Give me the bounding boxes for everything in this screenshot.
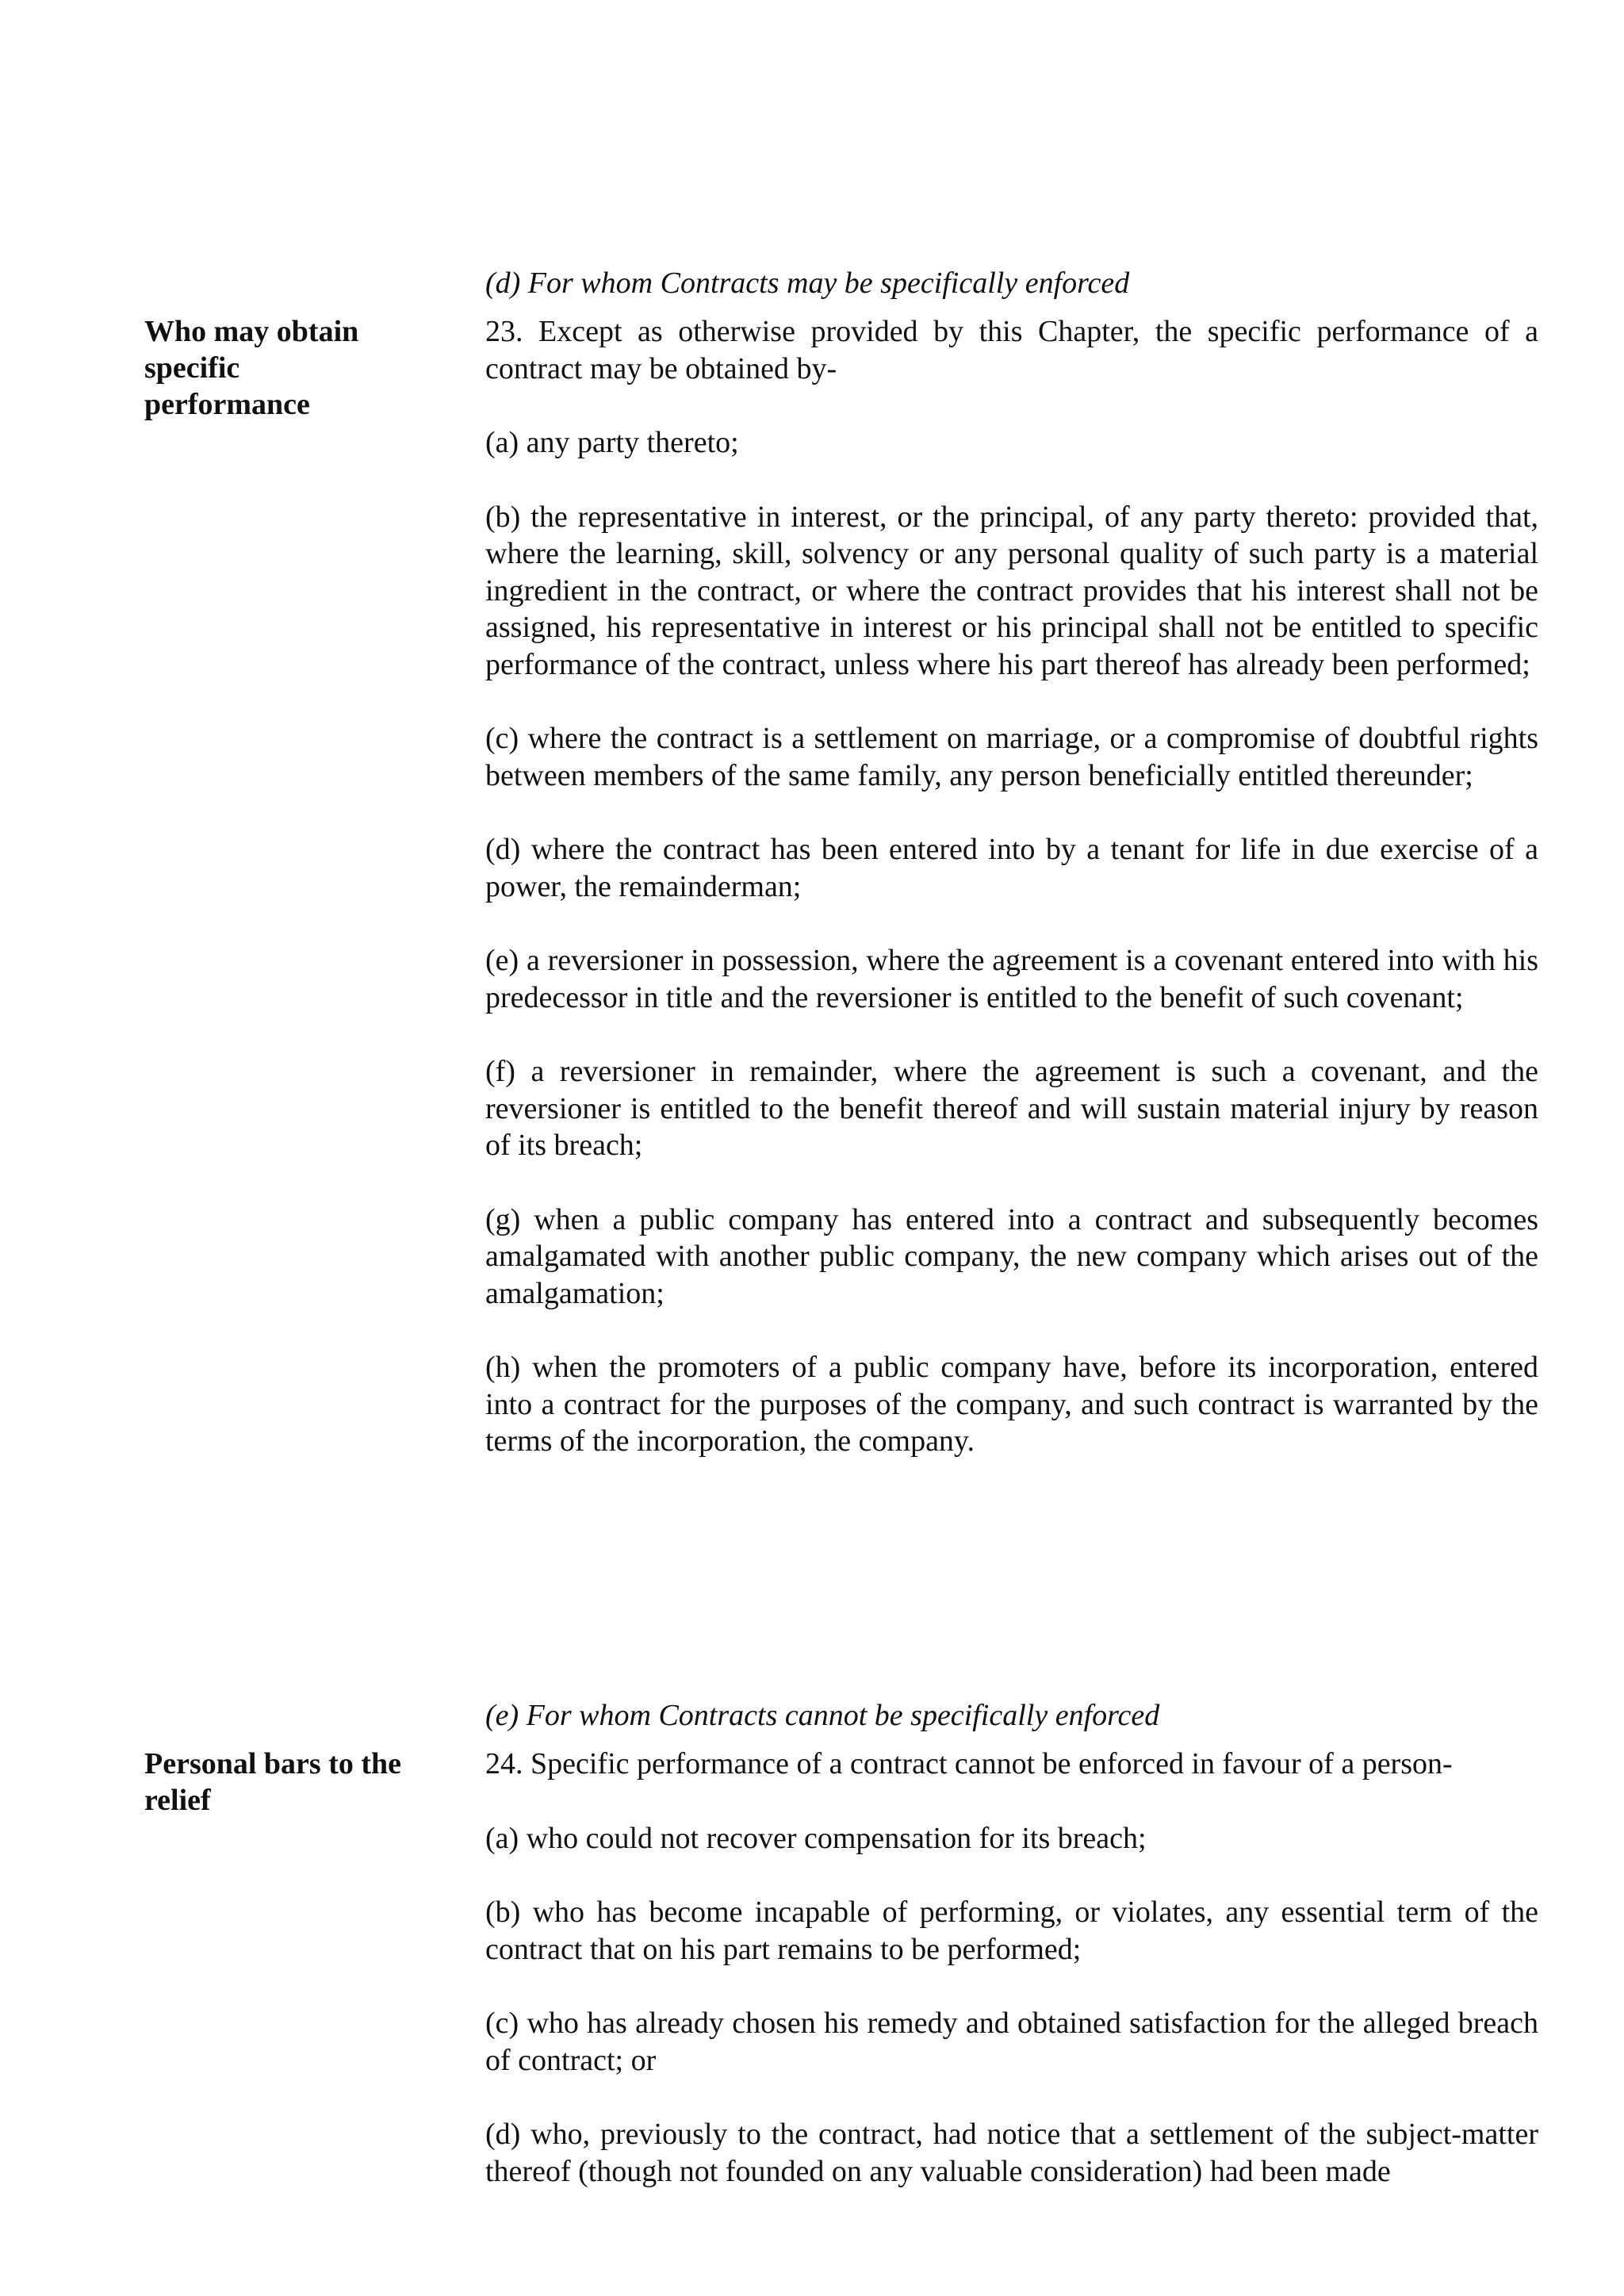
paragraph: (b) who has become incapable of performing, or violates, any essential term of the contract that on his part remains to be performed; <box>485 1895 1538 1966</box>
paragraph: 23. Except as otherwise provided by this Chapter, the specific performance of a contract may be obtained by- <box>485 315 1538 385</box>
paragraph: (c) where the contract is a settlement on marriage, or a compromise of doubtful rights between members of the same family, any person beneficially entitled thereunder; <box>485 722 1538 792</box>
paragraph: (c) who has already chosen his remedy and obtained satisfaction for the alleged breach of contract; or <box>485 2007 1538 2077</box>
margin-note: Personal bars to the relief <box>144 1747 402 1817</box>
paragraph: 24. Specific performance of a contract cannot be enforced in favour of a person- <box>485 1747 1453 1780</box>
paragraph: (b) the representative in interest, or the principal, of any party thereto: provided that, where the learning, skill, solvency or any personal quality of such party is a material ingredient in the contract, or where the contract provides that his interest shall not be assigned, his representative in interest or his principal shall not be entitled to specific performance of the contract, unless where his part thereof has already been performed; <box>485 500 1538 681</box>
section-heading: (d) For whom Contracts may be specifically enforced <box>485 266 1130 300</box>
section-heading: (e) For whom Contracts cannot be specifically enforced <box>485 1699 1160 1732</box>
paragraph: (h) when the promoters of a public company have, before its incorporation, entered into a contract for the purposes of the company, and such contract is warranted by the terms of the incorporation, the company. <box>485 1351 1538 1458</box>
paragraph: (a) any party thereto; <box>485 426 739 459</box>
section-body <box>485 1746 1538 2190</box>
section-body <box>485 313 1538 1460</box>
margin-note: Who may obtain specific performance <box>144 315 359 421</box>
paragraph: (a) who could not recover compensation for its breach; <box>485 1821 1147 1855</box>
paragraph: (g) when a public company has entered into a contract and subsequently becomes amalgamated with another public company, the new company which arises out of the amalgamation; <box>485 1202 1538 1310</box>
paragraph: (e) a reversioner in possession, where the agreement is a covenant entered into with his predecessor in title and the reversioner is entitled to the benefit of such covenant; <box>485 944 1538 1014</box>
paragraph: (f) a reversioner in remainder, where the agreement is such a covenant, and the reversioner is entitled to the benefit thereof and will sustain material injury by reason of its breach; <box>485 1055 1538 1162</box>
paragraph: (d) where the contract has been entered into by a tenant for life in due exercise of a power, the remainderman; <box>485 833 1538 903</box>
paragraph: (d) who, previously to the contract, had notice that a settlement of the subject-matter thereof (though not founded on any valuable consideration) had been made <box>485 2118 1538 2188</box>
